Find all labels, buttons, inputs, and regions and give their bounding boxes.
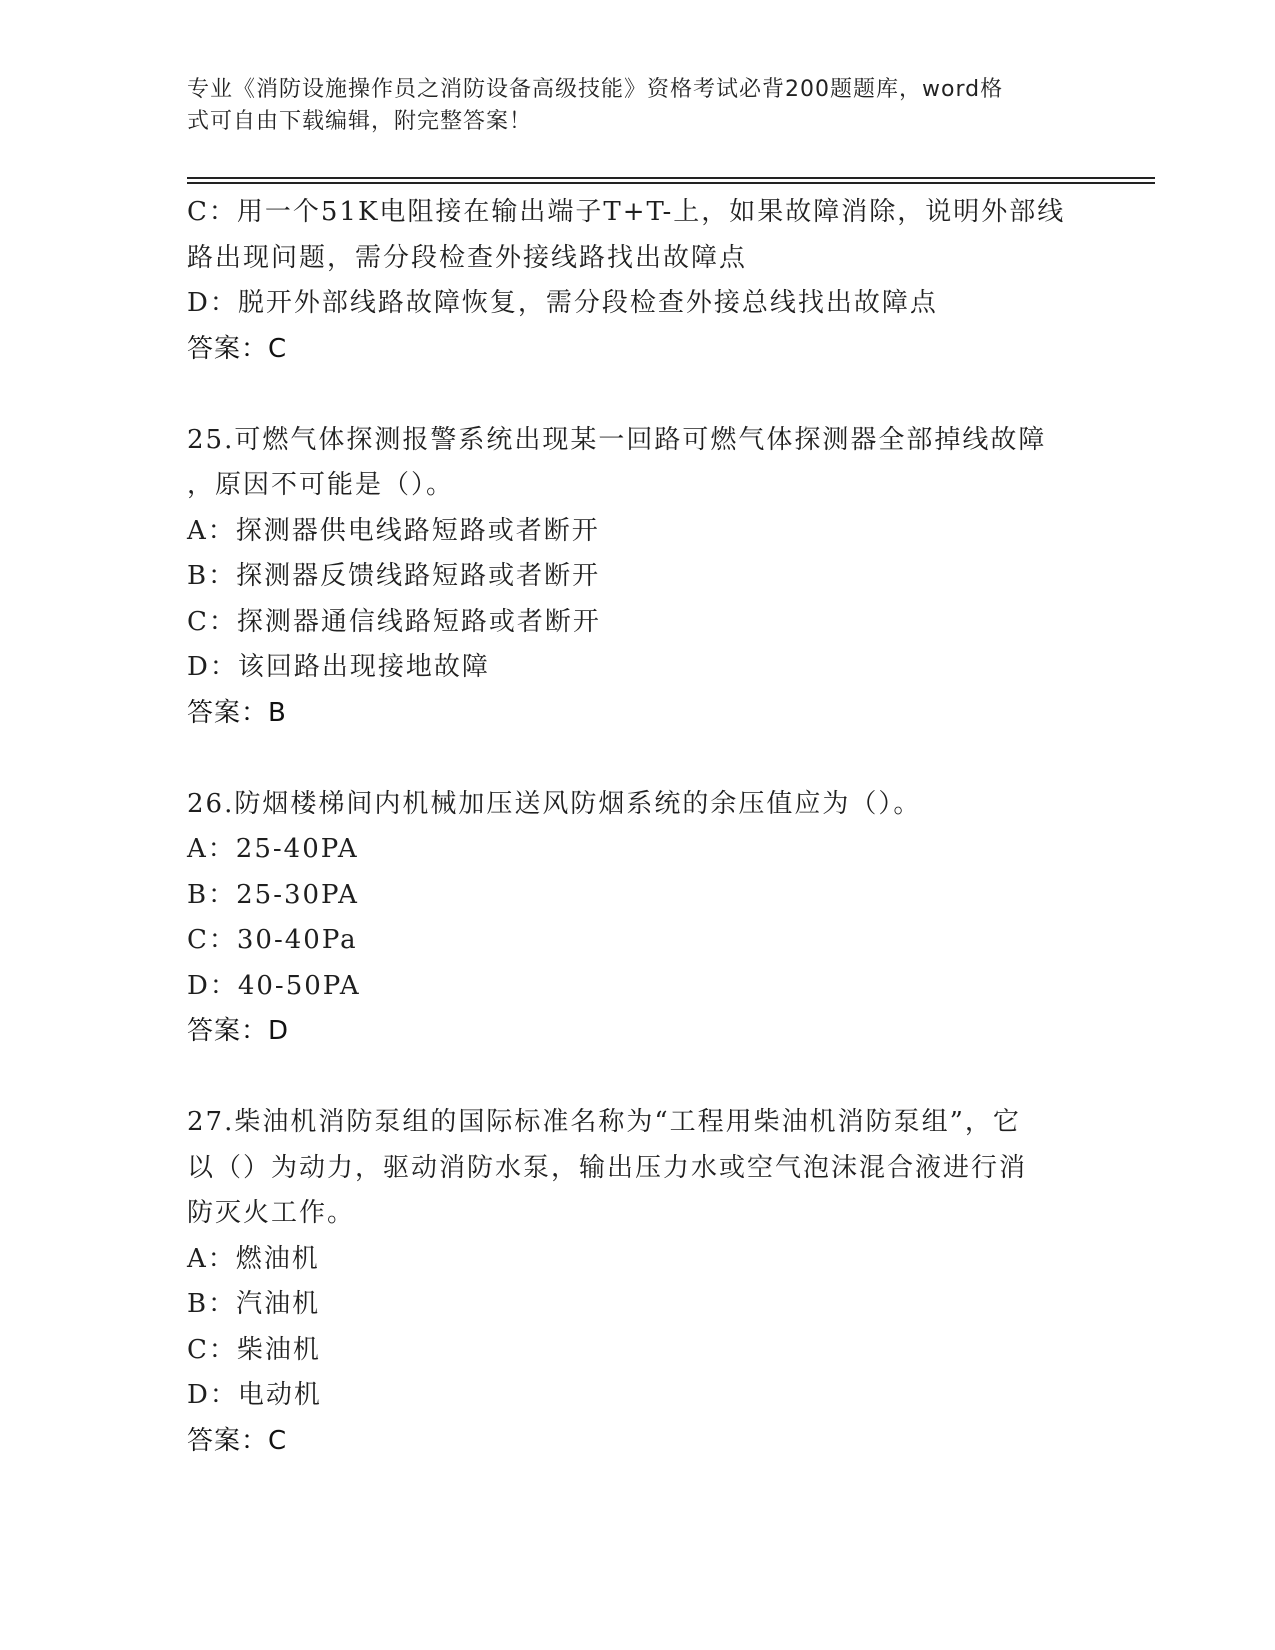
- option-c: C：柴油机: [187, 1334, 321, 1365]
- header-divider-top: [187, 177, 1155, 179]
- question-stem-line-1: 25.可燃气体探测报警系统出现某一回路可燃气体探测器全部掉线故障: [187, 424, 1047, 455]
- question-25: [187, 418, 1087, 737]
- option-c: C：30-40Pa: [187, 925, 358, 955]
- option-d: D：40-50PA: [187, 970, 361, 1001]
- option-a: A：25-40PA: [187, 834, 359, 864]
- option-c: C：探测器通信线路短路或者断开: [187, 606, 601, 637]
- option-b: B：探测器反馈线路短路或者断开: [187, 561, 601, 591]
- question-spacer: [187, 372, 1087, 418]
- option-d: D：该回路出现接地故障: [187, 652, 490, 682]
- answer-26: 答案：D: [187, 1016, 290, 1046]
- question-content: [187, 190, 1087, 1464]
- option-b: B：25-30PA: [187, 879, 359, 910]
- option-d: D：电动机: [187, 1380, 322, 1410]
- option-b: B：汽油机: [187, 1289, 321, 1319]
- header-divider-bottom: [187, 182, 1155, 184]
- header-line-2: 式可自由下载编辑，附完整答案！: [187, 109, 533, 134]
- answer-24: 答案：C: [187, 333, 288, 364]
- question-stem-line-1: 26.防烟楼梯间内机械加压送风防烟系统的余压值应为（）。: [187, 788, 922, 819]
- answer-27: 答案：C: [187, 1425, 288, 1456]
- option-a: A：探测器供电线路短路或者断开: [187, 515, 600, 546]
- option-c-line-1: C：用一个51K电阻接在输出端子T+T-上，如果故障消除，说明外部线: [187, 197, 1066, 227]
- option-d: D：脱开外部线路故障恢复，需分段检查外接总线找出故障点: [187, 288, 938, 318]
- question-stem-line-2: ，原因不可能是（）。: [187, 470, 455, 500]
- question-spacer: [187, 736, 1087, 782]
- question-27: [187, 1100, 1087, 1464]
- document-header: [187, 74, 1067, 138]
- option-a: A：燃油机: [187, 1243, 320, 1274]
- question-stem-line-2: 以（）为动力，驱动消防水泵，输出压力水或空气泡沫混合液进行消: [187, 1152, 1028, 1183]
- header-line-1: 专业《消防设施操作员之消防设备高级技能》资格考试必背200题题库，word格: [187, 77, 1004, 102]
- question-26: [187, 782, 1087, 1055]
- option-c-line-2: 路出现问题，需分段检查外接线路找出故障点: [187, 242, 748, 273]
- question-spacer: [187, 1055, 1087, 1101]
- question-24-continued: [187, 190, 1087, 372]
- question-stem-line-1: 27.柴油机消防泵组的国际标准名称为“工程用柴油机消防泵组”，它: [187, 1107, 1021, 1137]
- answer-25: 答案：B: [187, 697, 287, 728]
- question-stem-line-3: 防灭火工作。: [187, 1198, 356, 1228]
